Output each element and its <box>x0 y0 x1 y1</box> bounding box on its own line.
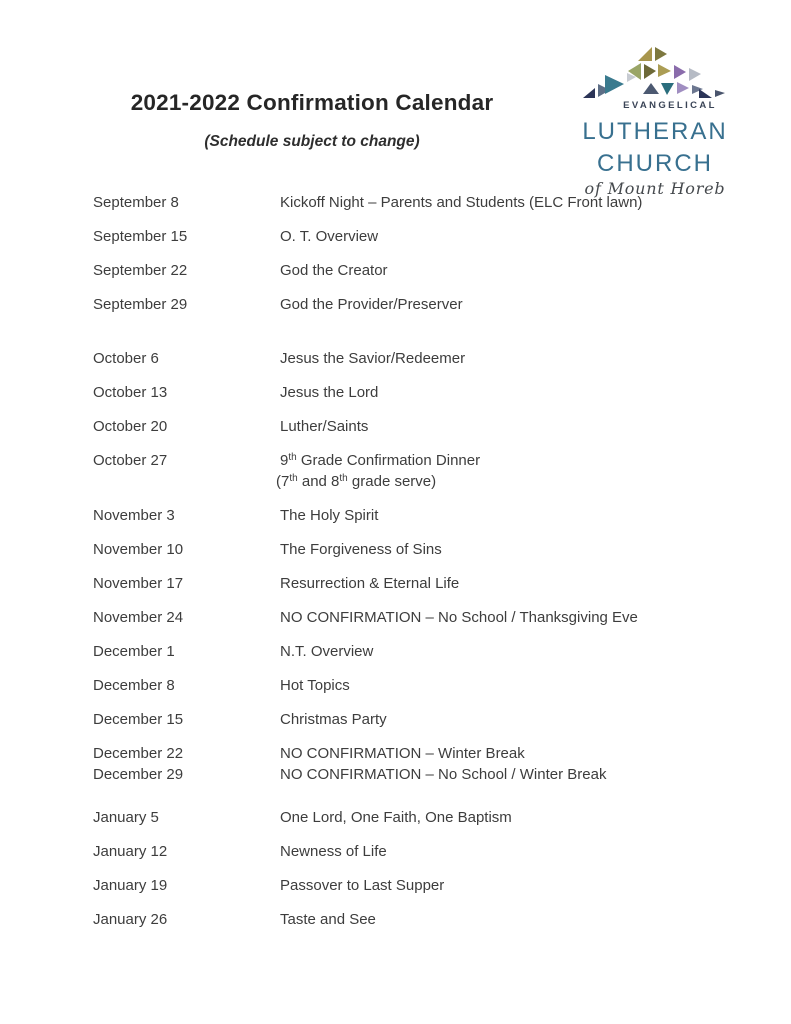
event-date: September 22 <box>93 262 188 279</box>
event-date: September 29 <box>93 296 188 313</box>
event-description: Jesus the Lord <box>280 384 379 401</box>
logo-lutheran-text: LUTHERAN <box>582 118 728 145</box>
page-subtitle: (Schedule subject to change) <box>204 133 420 150</box>
calendar-row <box>93 192 753 213</box>
calendar-row <box>93 764 753 785</box>
event-date: November 3 <box>93 507 175 524</box>
calendar-row <box>93 382 753 403</box>
calendar-row <box>93 226 753 247</box>
event-description: Resurrection & Eternal Life <box>280 575 460 592</box>
event-description-line2: (7th and 8th grade serve) <box>276 473 437 490</box>
event-date: October 20 <box>93 418 168 435</box>
calendar-row <box>93 875 753 896</box>
event-date: December 8 <box>93 677 175 694</box>
event-date: September 8 <box>93 194 179 211</box>
event-date: December 15 <box>93 711 184 728</box>
event-date: December 22 <box>93 745 184 762</box>
event-description: Christmas Party <box>280 711 387 728</box>
event-description: NO CONFIRMATION – Winter Break <box>280 745 525 762</box>
calendar-row <box>93 505 753 526</box>
event-date: November 24 <box>93 609 184 626</box>
event-description: NO CONFIRMATION – No School / Winter Break <box>280 766 607 783</box>
event-date: October 6 <box>93 350 159 367</box>
event-date: October 13 <box>93 384 168 401</box>
calendar-row <box>93 294 753 315</box>
calendar-row <box>93 909 753 930</box>
page-title: 2021-2022 Confirmation Calendar <box>130 90 494 115</box>
header <box>0 0 624 152</box>
event-description: 9th Grade Confirmation Dinner (7th and 8th grade serve) <box>280 450 753 492</box>
calendar-row <box>93 807 753 828</box>
event-description: The Holy Spirit <box>280 507 379 524</box>
event-date: January 12 <box>93 843 168 860</box>
calendar-row <box>93 607 753 628</box>
event-date: September 15 <box>93 228 188 245</box>
calendar-row <box>93 841 753 862</box>
event-description: Luther/Saints <box>280 418 369 435</box>
event-description: NO CONFIRMATION – No School / Thanksgiving Eve <box>280 609 638 626</box>
calendar-row <box>93 416 753 437</box>
event-description: Hot Topics <box>280 677 350 694</box>
calendar-row <box>93 743 753 764</box>
logo-evangelical-text: EVANGELICAL <box>623 100 717 111</box>
event-date: November 10 <box>93 541 184 558</box>
event-date: October 27 <box>93 452 168 469</box>
calendar-row <box>93 348 753 369</box>
calendar-row <box>93 539 753 560</box>
calendar-row <box>93 260 753 281</box>
event-date: November 17 <box>93 575 184 592</box>
calendar-row <box>93 675 753 696</box>
event-date: December 1 <box>93 643 175 660</box>
event-description: Jesus the Savior/Redeemer <box>280 350 466 367</box>
triangle-mosaic-icon <box>583 44 728 100</box>
calendar-row <box>93 573 753 594</box>
calendar-rows <box>93 192 753 943</box>
event-description: Passover to Last Supper <box>280 877 445 894</box>
logo-tagline-text: of Mount Horeb <box>584 179 726 198</box>
logo-church-text: CHURCH <box>597 150 713 177</box>
calendar-row <box>93 709 753 730</box>
calendar-row <box>93 450 753 492</box>
event-description: Taste and See <box>280 911 376 928</box>
event-description: God the Creator <box>280 262 388 279</box>
event-description: Kickoff Night – Parents and Students (ELC Front lawn) <box>280 194 643 211</box>
event-description: N.T. Overview <box>280 643 374 660</box>
event-description: Newness of Life <box>280 843 387 860</box>
calendar-row <box>93 641 753 662</box>
event-description: O. T. Overview <box>280 228 379 245</box>
event-description: One Lord, One Faith, One Baptism <box>280 809 512 826</box>
event-date: December 29 <box>93 766 184 783</box>
event-description: God the Provider/Preserver <box>280 296 463 313</box>
church-logo <box>573 44 737 198</box>
event-date: January 5 <box>93 809 159 826</box>
event-date: January 19 <box>93 877 168 894</box>
event-description: The Forgiveness of Sins <box>280 541 442 558</box>
event-date: January 26 <box>93 911 168 928</box>
